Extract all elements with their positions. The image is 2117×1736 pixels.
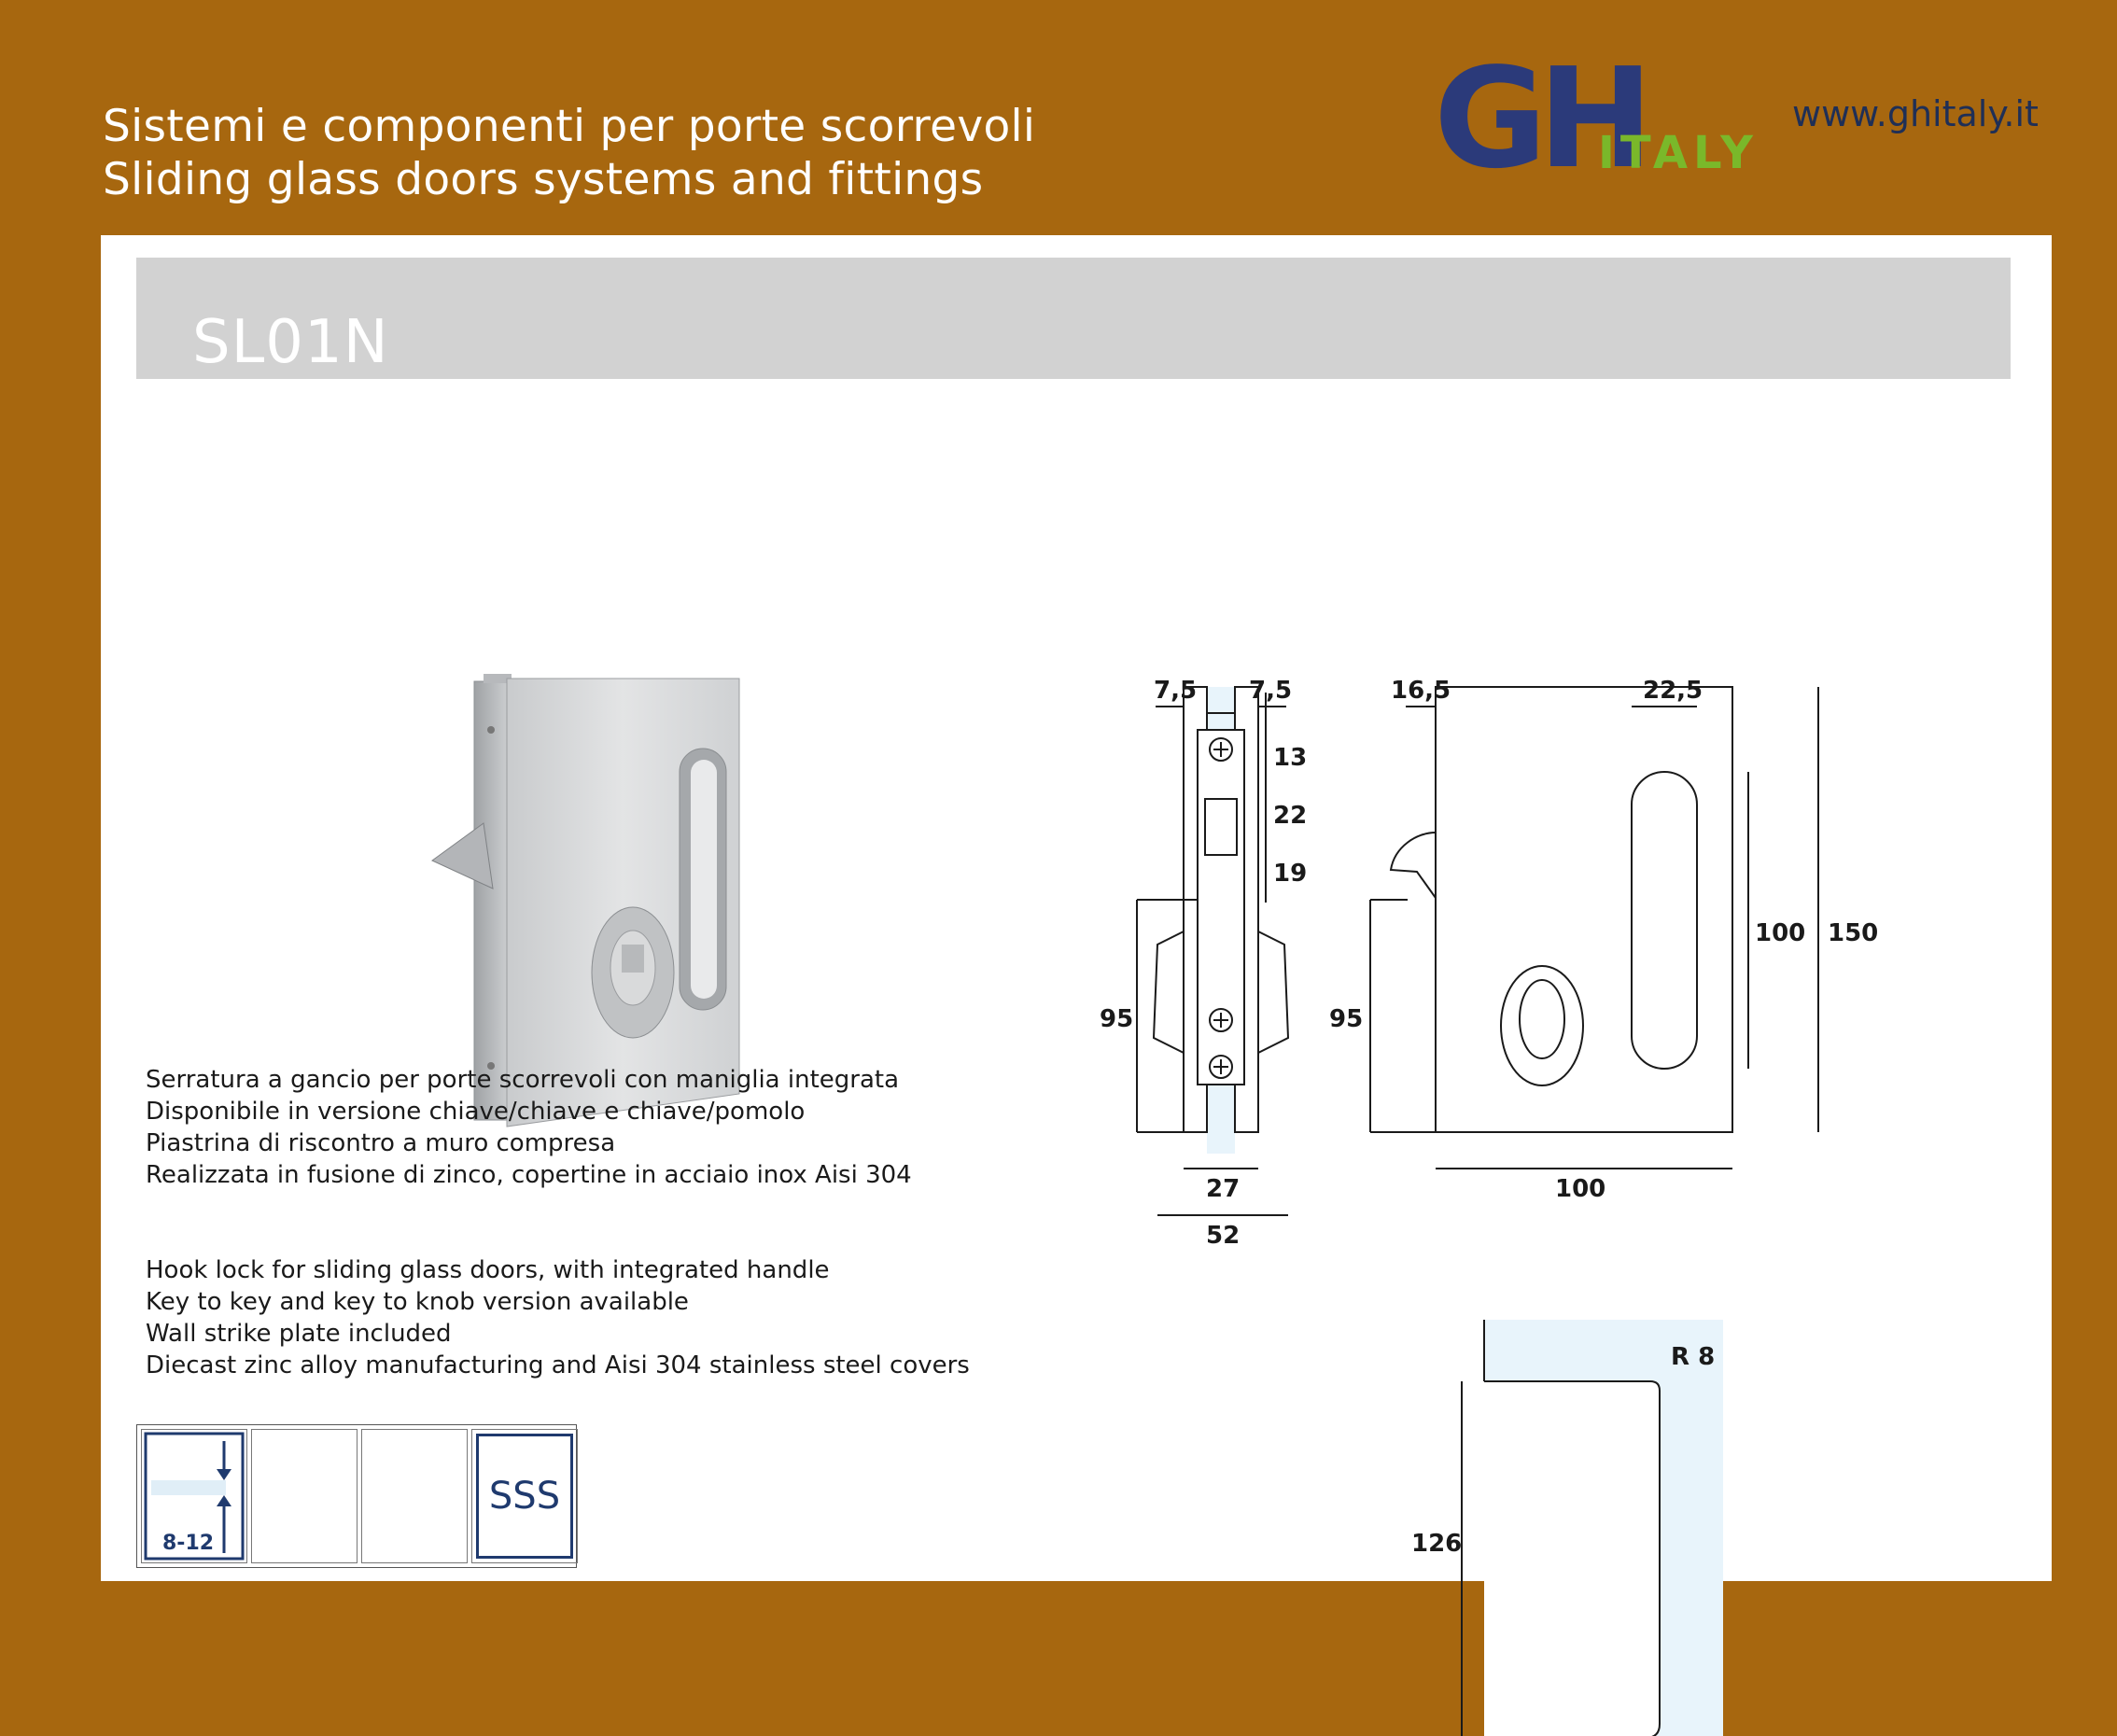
glass-thickness-icon bbox=[141, 1429, 247, 1563]
dim-side-top-left: 7,5 bbox=[1154, 677, 1198, 705]
thickness-label: 8-12 bbox=[162, 1532, 215, 1555]
description-italian bbox=[146, 1064, 912, 1191]
dim-side-22: 22 bbox=[1273, 802, 1308, 830]
dim-front-bottom-100: 100 bbox=[1555, 1175, 1606, 1203]
description-english bbox=[146, 1254, 970, 1381]
front-view-drawing bbox=[1370, 687, 1818, 1169]
desc-en-line: Wall strike plate included bbox=[146, 1320, 452, 1348]
dim-side-19: 19 bbox=[1273, 860, 1308, 888]
gh-italy-logo bbox=[1434, 38, 1770, 199]
dim-front-16-5: 16,5 bbox=[1391, 677, 1451, 705]
logo-italy-letters: ITALY bbox=[1598, 127, 1759, 179]
glass-cut-drawing bbox=[1462, 1320, 1723, 1736]
dim-front-22-5: 22,5 bbox=[1643, 677, 1703, 705]
website-link[interactable]: www.ghitaly.it bbox=[1792, 93, 2039, 134]
dim-glass-126: 126 bbox=[1411, 1530, 1463, 1558]
product-code: SL01N bbox=[192, 308, 389, 377]
dim-front-95: 95 bbox=[1329, 1005, 1364, 1033]
dim-side-52: 52 bbox=[1206, 1222, 1241, 1250]
dim-side-13: 13 bbox=[1273, 744, 1308, 772]
side-view-drawing bbox=[1137, 687, 1288, 1215]
feature-icons bbox=[136, 1424, 577, 1568]
dim-side-95: 95 bbox=[1100, 1005, 1134, 1033]
dim-front-100: 100 bbox=[1755, 919, 1806, 947]
logo-gh-letters: GH bbox=[1434, 38, 1645, 199]
desc-it-line: Disponibile in versione chiave/chiave e chiave/pomolo bbox=[146, 1098, 806, 1126]
finish-icon bbox=[471, 1429, 578, 1563]
empty-icon-cell bbox=[361, 1429, 468, 1563]
header-title-it: Sistemi e componenti per porte scorrevoli bbox=[103, 101, 1036, 152]
desc-en-line: Key to key and key to knob version available bbox=[146, 1288, 689, 1316]
technical-drawings bbox=[1100, 422, 2033, 1558]
desc-it-line: Piastrina di riscontro a muro compresa bbox=[146, 1129, 616, 1157]
desc-en-line: Hook lock for sliding glass doors, with integrated handle bbox=[146, 1256, 830, 1284]
desc-it-line: Realizzata in fusione di zinco, copertine in acciaio inox Aisi 304 bbox=[146, 1161, 912, 1189]
dim-glass-radius: R 8 bbox=[1671, 1343, 1716, 1371]
empty-icon-cell bbox=[251, 1429, 358, 1563]
dim-front-150: 150 bbox=[1828, 919, 1879, 947]
product-sheet bbox=[101, 235, 2052, 1581]
header-title-en: Sliding glass doors systems and fittings bbox=[103, 154, 984, 205]
dim-side-27: 27 bbox=[1206, 1175, 1241, 1203]
dim-side-top-right: 7,5 bbox=[1249, 677, 1293, 705]
desc-it-line: Serratura a gancio per porte scorrevoli con maniglia integrata bbox=[146, 1066, 900, 1094]
product-photo bbox=[325, 450, 810, 1159]
finish-label: SSS bbox=[476, 1434, 573, 1559]
desc-en-line: Diecast zinc alloy manufacturing and Aisi 304 stainless steel covers bbox=[146, 1351, 970, 1379]
title-bar bbox=[136, 258, 2011, 379]
